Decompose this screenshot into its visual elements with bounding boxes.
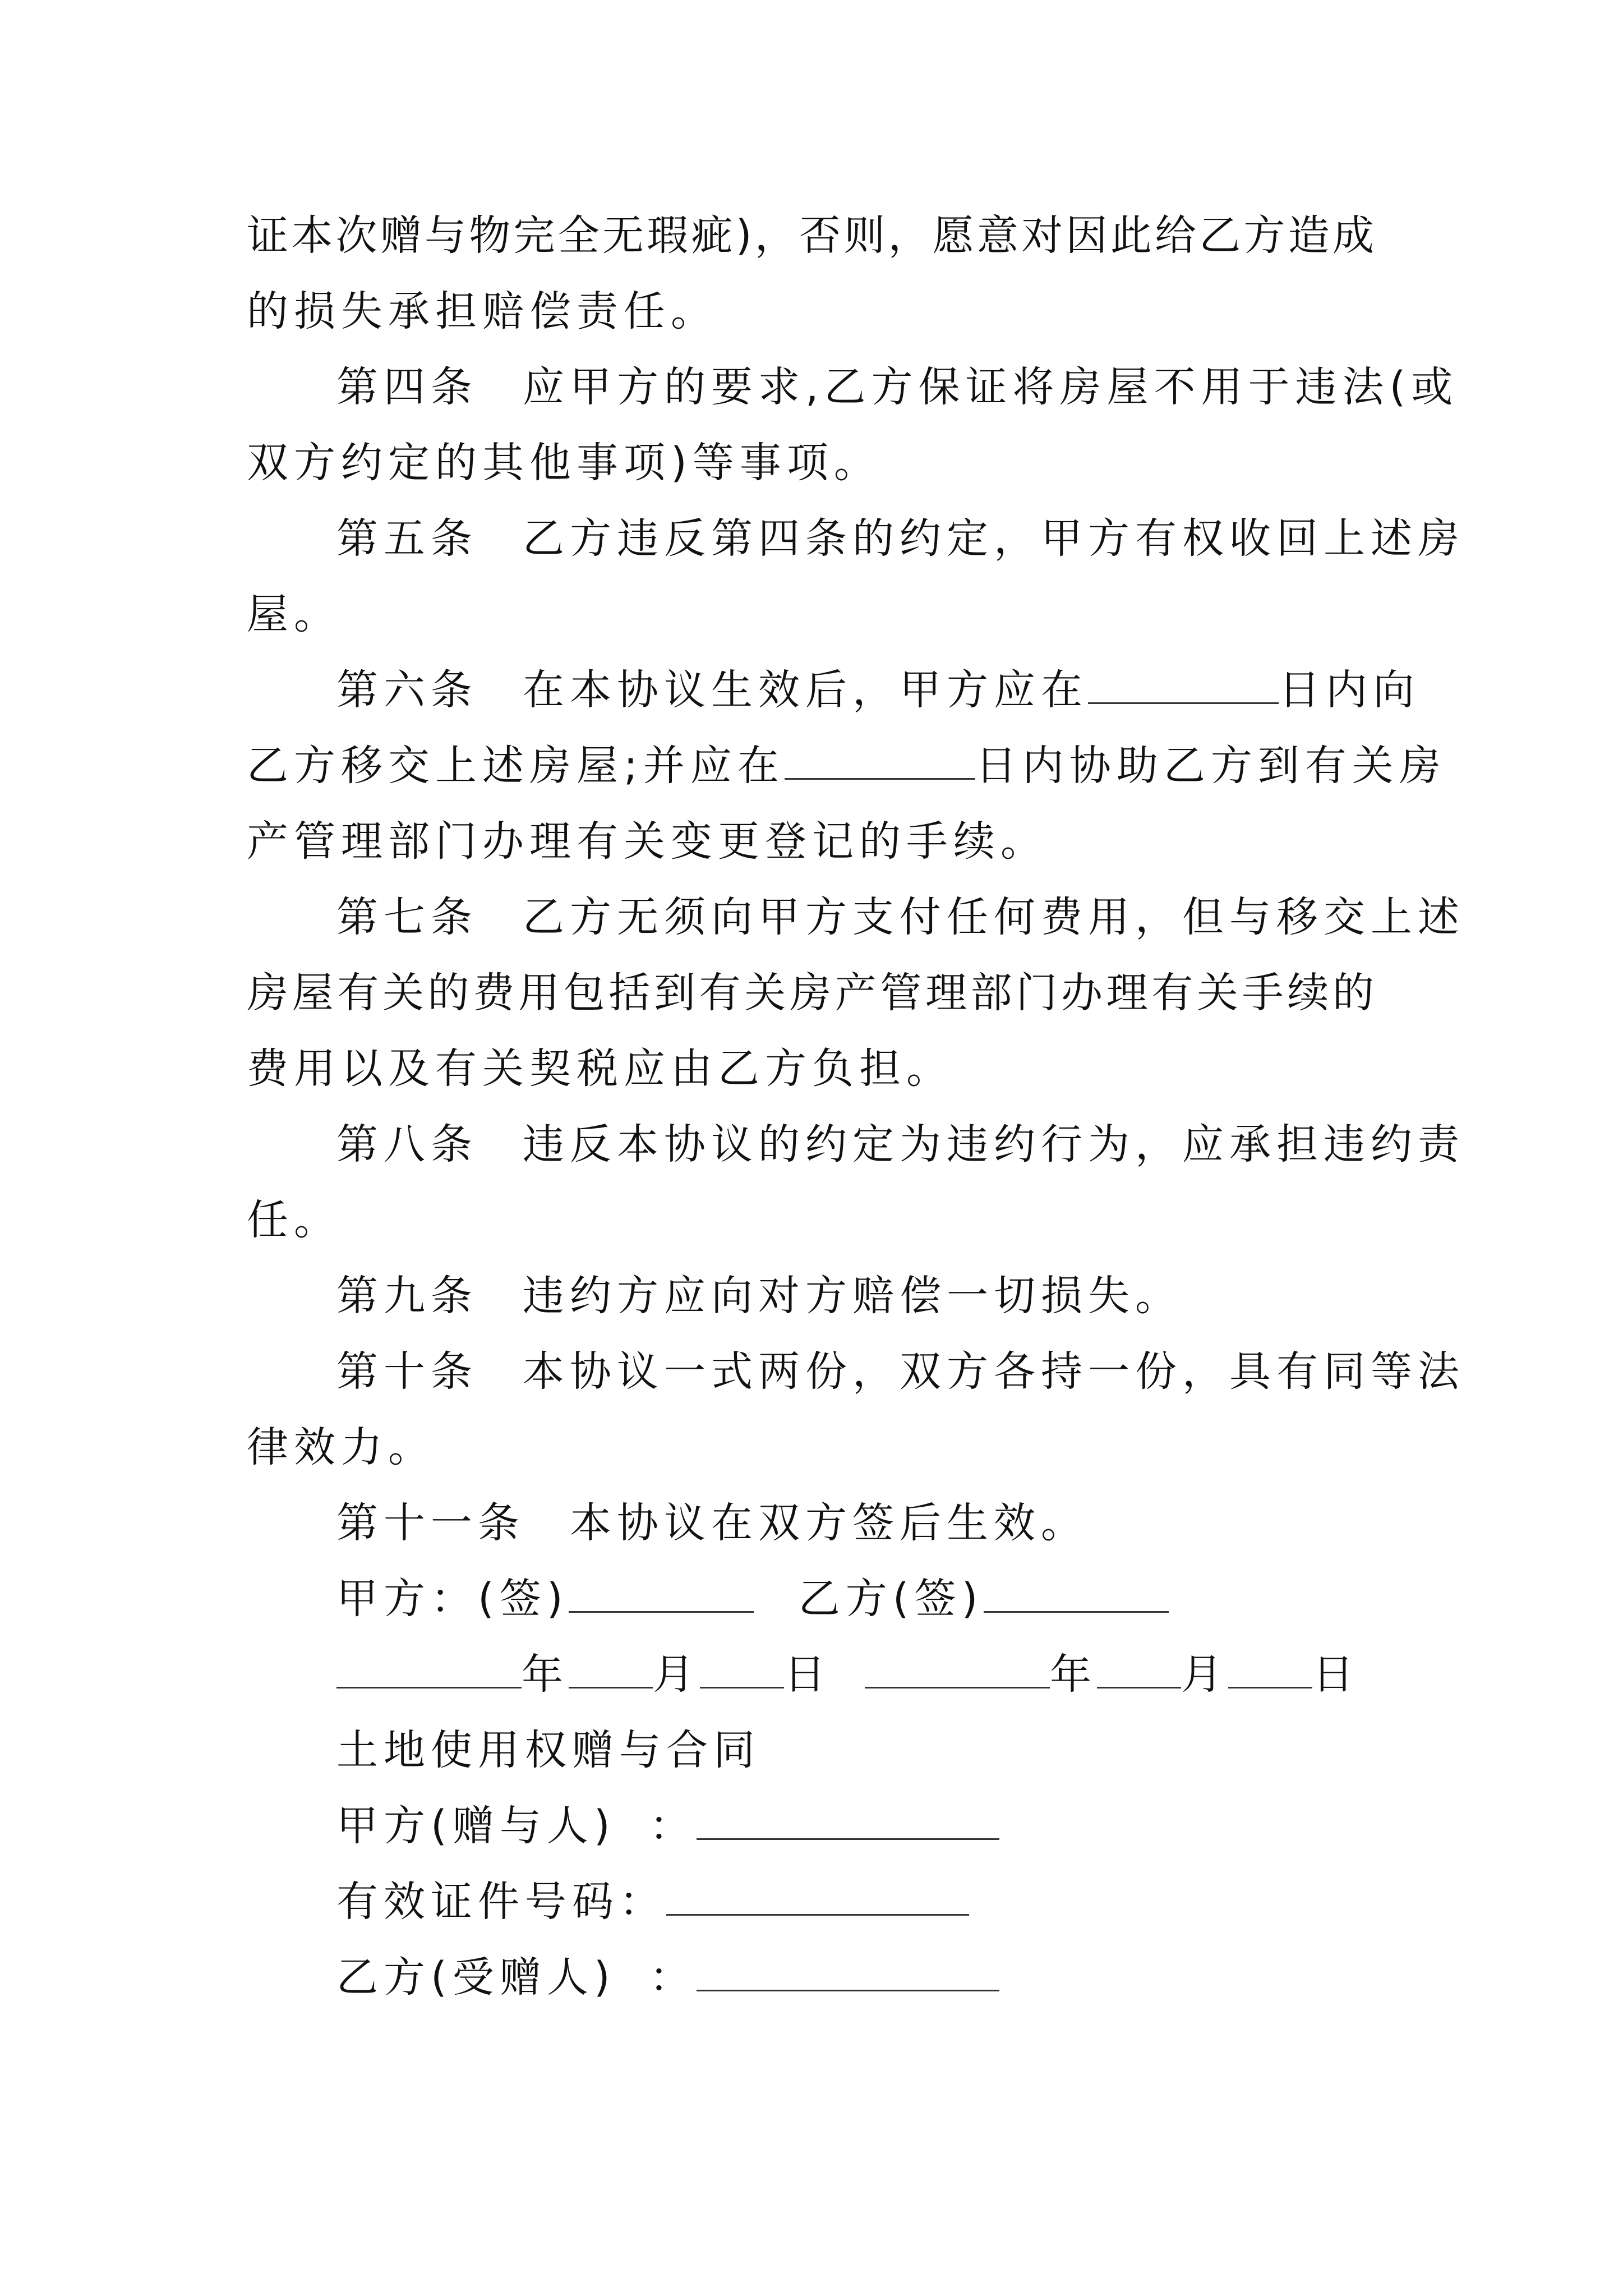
- month-label: 月: [653, 1650, 700, 1699]
- date-line: [336, 1646, 1359, 1703]
- article-7-line: [336, 889, 1465, 945]
- body-line: 屋。: [247, 590, 341, 638]
- article-8-line: [336, 1116, 1465, 1172]
- article-text: 在本协议生效后，甲方应在: [523, 666, 1088, 714]
- article-text: 违约方应向对方赔偿一切损失。: [523, 1272, 1182, 1320]
- body-line: 任。: [247, 1196, 341, 1244]
- article-label: 第九条: [336, 1272, 478, 1320]
- year-blank[interactable]: [865, 1648, 1050, 1688]
- day-label: 日: [784, 1650, 831, 1699]
- article-10-line: [336, 1343, 1465, 1400]
- body-line: 的损失承担赔偿责任。: [247, 287, 718, 335]
- donor-label: 甲方(赠与人): [336, 1802, 616, 1850]
- article-text: 本协议在双方签后生效。: [570, 1499, 1088, 1547]
- article-label: 第八条: [336, 1120, 478, 1168]
- month-blank[interactable]: [1097, 1648, 1181, 1688]
- party-b-sign-blank[interactable]: [984, 1572, 1169, 1613]
- article-text: 乙方违反第四条的约定，甲方有权收回上述房: [523, 514, 1465, 563]
- donee-line: [336, 1949, 999, 2005]
- day-blank[interactable]: [1228, 1648, 1312, 1688]
- year-label: 年: [522, 1650, 569, 1699]
- id-number-label: 有效证件号码：: [336, 1878, 666, 1926]
- body-line: [247, 738, 1446, 794]
- article-text: 日内协助乙方到有关房: [975, 742, 1446, 790]
- body-line: 费用以及有关契税应由乙方负担。: [247, 1045, 953, 1093]
- party-a-sign-blank[interactable]: [569, 1572, 754, 1613]
- days-blank[interactable]: [785, 739, 975, 780]
- article-text: 应甲方的要求,乙方保证将房屋不用于违法(或: [523, 363, 1459, 411]
- article-text: 乙方移交上述房屋;并应在: [247, 742, 785, 790]
- day-label: 日: [1312, 1650, 1359, 1699]
- id-number-blank[interactable]: [666, 1875, 969, 1916]
- article-text: 违反本协议的约定为违约行为，应承担违约责: [523, 1120, 1465, 1168]
- article-text: 本协议一式两份，双方各持一份，具有同等法: [523, 1347, 1465, 1396]
- donor-blank[interactable]: [697, 1799, 999, 1840]
- donee-label: 乙方(受赠人): [336, 1953, 616, 2001]
- article-5-line: [336, 510, 1465, 567]
- days-blank[interactable]: [1088, 663, 1279, 704]
- body-line: 证本次赠与物完全无瑕疵)，否则，愿意对因此给乙方造成: [247, 211, 1374, 260]
- month-label: 月: [1181, 1650, 1228, 1699]
- signature-line: [336, 1571, 1169, 1627]
- article-label: 第七条: [336, 893, 478, 941]
- article-6-line: [336, 662, 1420, 718]
- article-9-line: [336, 1268, 1182, 1324]
- year-blank[interactable]: [336, 1648, 522, 1688]
- colon: ：: [649, 1802, 697, 1850]
- article-label: 第十一条: [336, 1499, 525, 1547]
- party-a-sign-label: 甲方：(签): [336, 1575, 569, 1623]
- month-blank[interactable]: [569, 1648, 653, 1688]
- article-label: 第六条: [336, 666, 478, 714]
- year-label: 年: [1050, 1650, 1097, 1699]
- body-line: 律效力。: [247, 1423, 435, 1471]
- article-label: 第四条: [336, 363, 478, 411]
- body-line: 产管理部门办理有关变更登记的手续。: [247, 817, 1048, 866]
- article-text: 日内向: [1279, 666, 1420, 714]
- party-b-sign-label: 乙方(签): [798, 1575, 984, 1623]
- body-line: 房屋有关的费用包括到有关房产管理部门办理有关手续的: [247, 969, 1374, 1017]
- article-label: 第五条: [336, 514, 478, 563]
- donee-blank[interactable]: [697, 1950, 999, 1991]
- article-label: 第十条: [336, 1347, 478, 1396]
- colon: ：: [649, 1953, 697, 2001]
- day-blank[interactable]: [700, 1648, 784, 1688]
- donor-line: [336, 1798, 999, 1854]
- id-number-line: [336, 1874, 969, 1930]
- article-4-line: [336, 359, 1458, 415]
- article-11-line: [336, 1495, 1088, 1551]
- contract-title: 土地使用权赠与合同: [336, 1726, 760, 1774]
- article-text: 乙方无须向甲方支付任何费用，但与移交上述: [523, 893, 1465, 941]
- body-line: 双方约定的其他事项)等事项。: [247, 439, 881, 487]
